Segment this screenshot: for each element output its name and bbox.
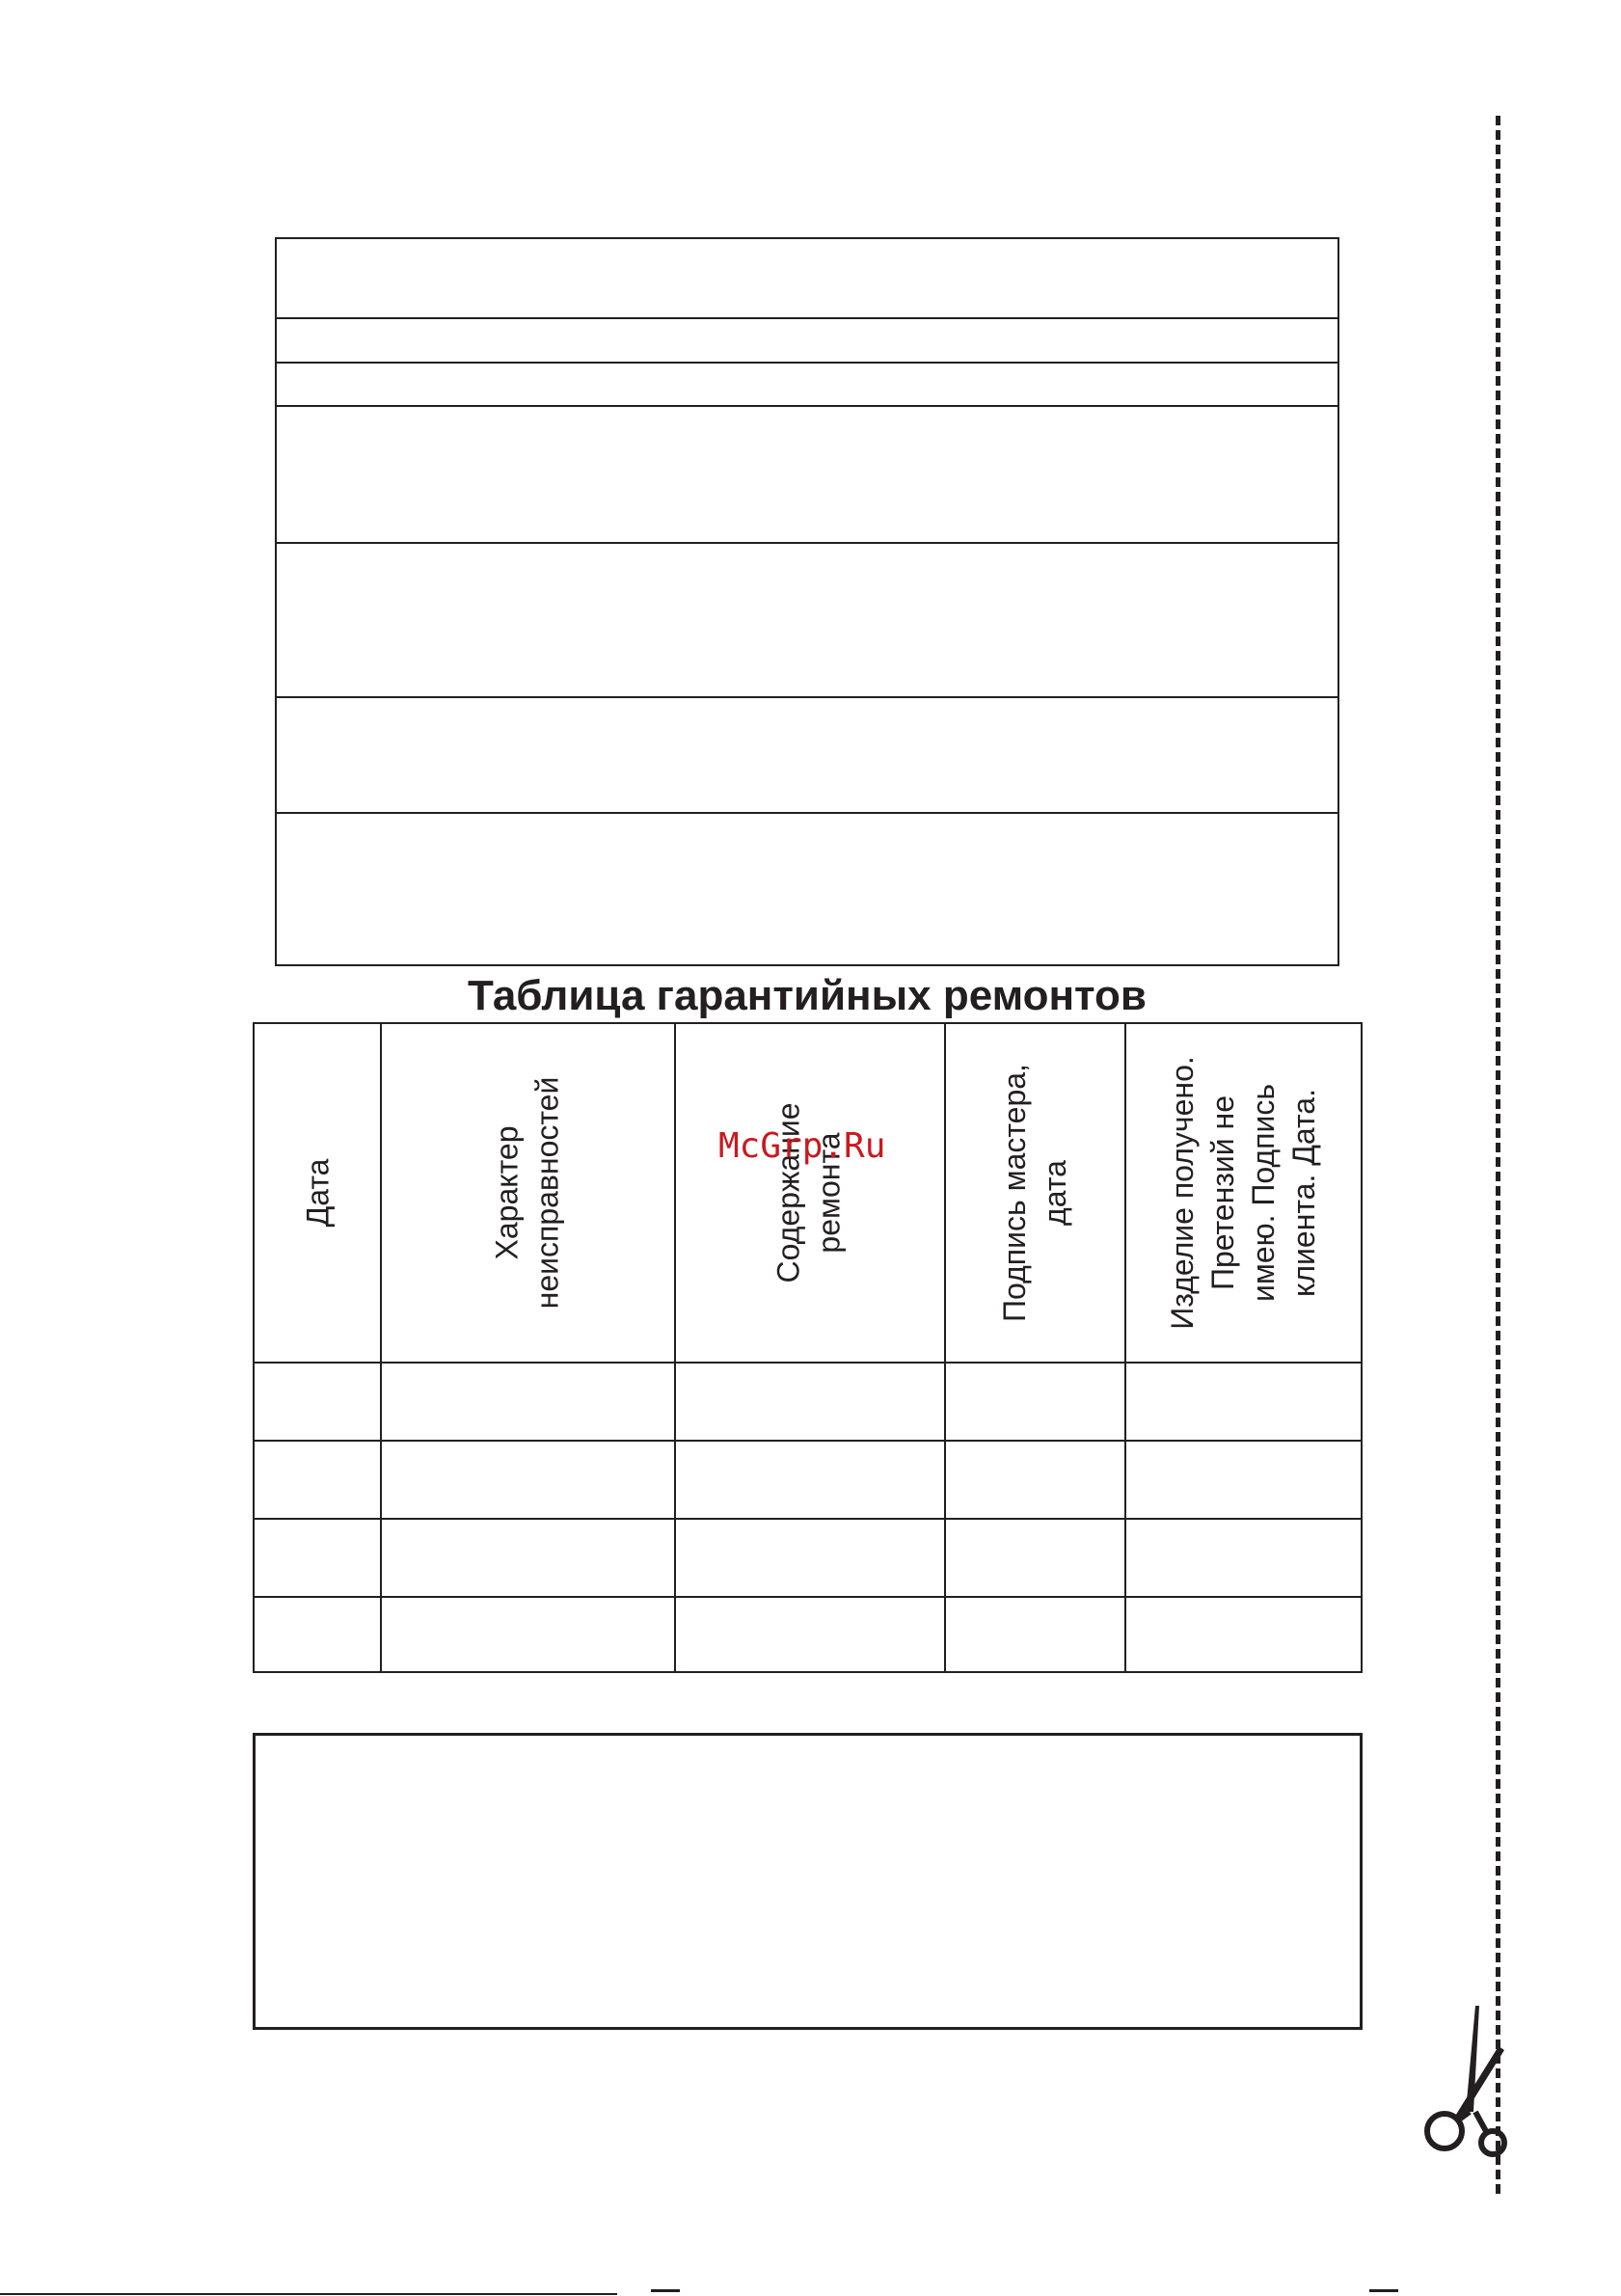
repair-table bbox=[253, 1022, 1363, 1673]
top-form-block bbox=[275, 237, 1339, 966]
header-fault-nature-label: Характер неисправностей bbox=[489, 1076, 565, 1310]
form-divider bbox=[277, 696, 1337, 698]
scan-edge-mark bbox=[651, 2289, 680, 2292]
header-master-signature-label: Подпись мастера, дата bbox=[996, 1064, 1072, 1322]
row-divider bbox=[255, 1362, 1361, 1364]
header-client-receipt-label: Изделие получено. Претензий не имею. Подпись клиента. Дата. bbox=[1164, 1056, 1321, 1330]
row-divider bbox=[255, 1440, 1361, 1442]
scissors-icon bbox=[1416, 1998, 1508, 2168]
form-divider bbox=[277, 542, 1337, 544]
dashed-cut-line bbox=[1496, 116, 1500, 2194]
header-fault-nature bbox=[380, 1024, 674, 1362]
scan-edge-mark bbox=[0, 2293, 617, 2295]
header-date bbox=[255, 1024, 380, 1362]
header-master-signature bbox=[944, 1024, 1124, 1362]
header-client-receipt bbox=[1124, 1024, 1361, 1362]
row-divider bbox=[255, 1596, 1361, 1598]
watermark: McGrp.Ru bbox=[718, 1126, 886, 1166]
scan-edge-mark bbox=[1369, 2289, 1398, 2292]
bottom-blank-box bbox=[253, 1733, 1363, 2030]
form-divider bbox=[277, 405, 1337, 407]
form-divider bbox=[277, 362, 1337, 364]
header-repair-content-label: Содержание ремонта bbox=[770, 1102, 847, 1283]
row-divider bbox=[255, 1518, 1361, 1520]
repair-table-title: Таблица гарантийных ремонтов bbox=[468, 972, 1147, 1019]
form-divider bbox=[277, 317, 1337, 319]
form-divider bbox=[277, 812, 1337, 814]
header-repair-content bbox=[674, 1024, 944, 1362]
header-date-label: Дата bbox=[299, 1158, 335, 1228]
